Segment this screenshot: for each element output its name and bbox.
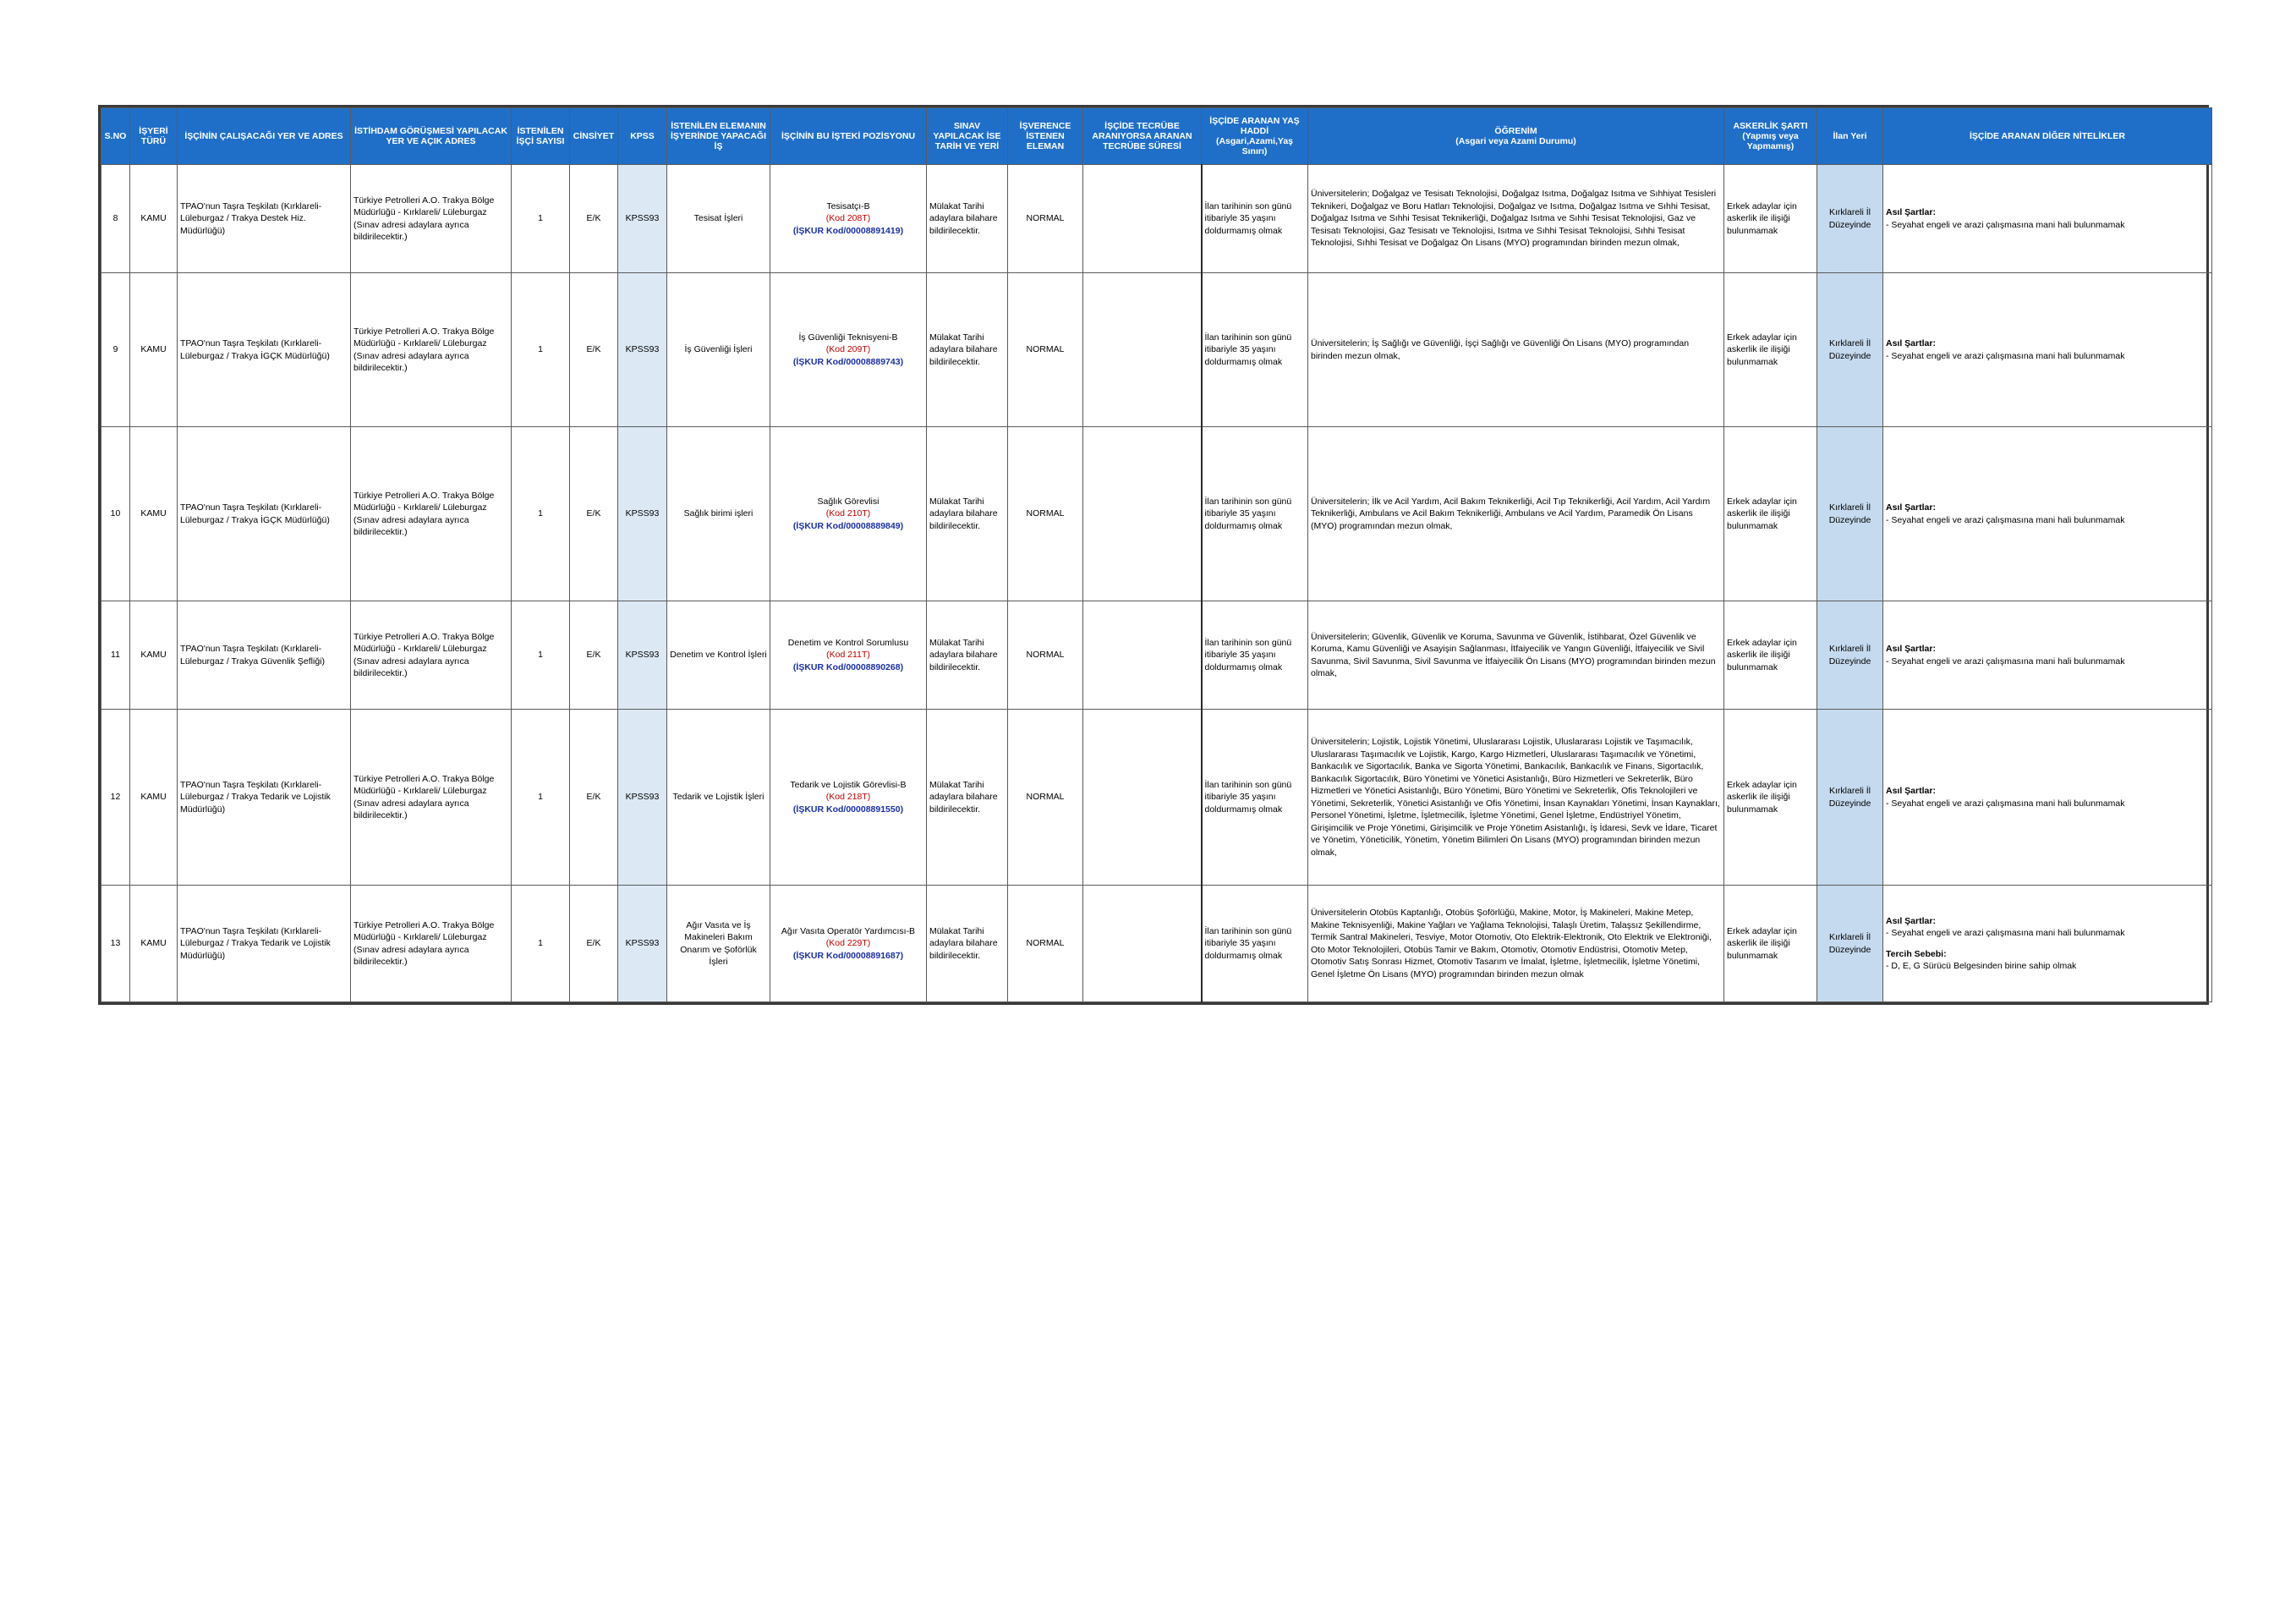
header-yas-haddi (1202, 108, 1308, 165)
header-yapacagi-is: İSTENİLEN ELEMANIN İŞYERİNDE YAPACAĞI İŞ (667, 108, 770, 165)
header-calisacagi-yer: İŞÇİNİN ÇALIŞACAĞI YER VE ADRES (178, 108, 351, 165)
cell-istihdam-adresi: Türkiye Petrolleri A.O. Trakya Bölge Müdürlüğü - Kırklareli/ Lüleburgaz (Sınav adresi adaylara ayrıca bildirilecektir.) (351, 427, 512, 601)
cell-ogrenim: Üniversitelerin; Doğalgaz ve Tesisatı Teknolojisi, Doğalgaz Isıtma, Doğalgaz Isıtma ve Sıhhiyat Tesisleri Teknikeri, Doğalgaz ve Boru Hatları Teknolojisi, Doğalgaz ve Isıtma, Doğalgaz Isıtma ve Sıhhi Tesisat, Doğalgaz Isıtma ve Sıhhi Tesisat Teknikerliği, Doğalgaz Isıtma ve Sıhhi Tesisat Teknolojisi, Gaz ve Tesisatı Teknolojisi, Gaz Tesisatı ve Teknolojisi, Isıtma ve Sıhhi Tesisat Teknolojisi, Sıhhi Tesisat Teknolojisi, Sıhhi Tesisat ve Doğalgaz Ön Lisans (MYO) programından birinden mezun olmak, (1308, 165, 1724, 273)
pozisyon-title: İş Güvenliği Teknisyeni-B (798, 332, 898, 343)
cell-ogrenim: Üniversitelerin; Lojistik, Lojistik Yönetimi, Uluslararası Lojistik, Uluslararası Lojistik ve Taşımacılık, Uluslararası Taşımacılık ve Lojistik, Kargo, Kargo Hizmetleri, Uluslararası Taşımacılık ve Yönetimi, Bankacılık ve Sigortacılık, Banka ve Sigorta Yönetimi, Bankacılık, Bankacılık ve Finans, Sigortacılık, Bankacılık Sigortacılık, Büro Yönetimi ve Yönetici Asistanlığı, Büro Hizmetleri ve Sekreterlik, Büro Hizmetleri ve Yönetici Asistanlığı, Büro Yönetimi, Büro Yönetimi ve Sekreterlik, Ofis Teknolojileri ve Yönetimi, Sekreterlik, Yönetici Asistanlığı ve Ofis Yönetimi, İnsan Kaynakları Yönetimi, İnsan Kaynakları, Personel Yönetimi, İşletme, İşletmecilik, İşletme Yönetimi, Genel İşletme, Endüstriyel Yönetim, Girişimcilik ve Proje Yönetimi, Girişimcilik ve Proje Yönetim Asistanlığı, İş İdaresi, Sevk ve İdare, Ticaret ve Yönetim, Yöneticilik, Yönetim, Yönetim Bilimleri Ön Lisans (MYO) programından birinden mezun olmak, (1308, 710, 1724, 886)
cell-ilan-yeri: Kırklareli İl Düzeyinde (1817, 710, 1883, 886)
cell-askerlik: Erkek adaylar için askerlik ile ilişiği bulunmamak (1724, 273, 1817, 427)
cell-ogrenim: Üniversitelerin; Güvenlik, Güvenlik ve Koruma, Savunma ve Güvenlik, İstihbarat, Özel Güvenlik ve Koruma, Kamu Güvenliği ve Asayişin Sağlanması, İtfaiyecilik ve Yangın Güvenliği, İtfaiyecilik ve Sivil Savunma, Sivil Savunma, Sivil Savunma ve İtfaiyecilik Ön Lisans (MYO) programından birinden mezun olmak, (1308, 601, 1724, 710)
cell-isyeri-turu: KAMU (130, 886, 178, 1002)
asil-sartlar-label: Asıl Şartlar: (1886, 644, 1936, 654)
cell-sinav: Mülakat Tarihi adaylara bilahare bildirilecektir. (927, 427, 1008, 601)
header-ilan-yeri: İlan Yeri (1817, 108, 1883, 165)
cell-tecrube (1083, 601, 1202, 710)
header-sno: S.NO (101, 108, 130, 165)
cell-ilan-yeri: Kırklareli İl Düzeyinde (1817, 601, 1883, 710)
pozisyon-kod: (Kod 229T) (825, 938, 871, 949)
asil-sartlar-text: - Seyahat engeli ve arazi çalışmasına mani hali bulunmamak (1886, 514, 2125, 525)
cell-diger-nitelikler (1883, 165, 2212, 273)
pozisyon-iskur-kod: (İŞKUR Kod/00008890268) (792, 661, 904, 672)
cell-yas-haddi: İlan tarihinin son günü itibariyle 35 yaşını doldurmamış olmak (1202, 601, 1308, 710)
header-isyeri-turu: İŞYERİ TÜRÜ (130, 108, 178, 165)
cell-tecrube (1083, 427, 1202, 601)
cell-calisacagi-yer: TPAO'nun Taşra Teşkilatı (Kırklareli-Lüleburgaz / Trakya İGÇK Müdürlüğü) (178, 273, 351, 427)
cell-yapacagi-is: Tesisat İşleri (667, 165, 770, 273)
cell-isverence-istenen: NORMAL (1008, 427, 1083, 601)
cell-ilan-yeri: Kırklareli İl Düzeyinde (1817, 427, 1883, 601)
asil-sartlar-label: Asıl Şartlar: (1886, 338, 1936, 348)
table-row (101, 710, 2212, 886)
header-kpss: KPSS (618, 108, 667, 165)
cell-diger-nitelikler (1883, 601, 2212, 710)
pozisyon-title: Sağlık Görevlisi (817, 496, 879, 507)
header-istihdam-gorusmesi: İSTİHDAM GÖRÜŞMESİ YAPILACAK YER VE AÇIK ADRES (351, 108, 512, 165)
cell-askerlik: Erkek adaylar için askerlik ile ilişiği bulunmamak (1724, 886, 1817, 1002)
cell-isverence-istenen: NORMAL (1008, 273, 1083, 427)
cell-sinav: Mülakat Tarihi adaylara bilahare bildirilecektir. (927, 886, 1008, 1002)
header-askerlik (1724, 108, 1817, 165)
header-askerlik-title: ASKERLİK ŞARTI (1733, 121, 1808, 131)
pozisyon-iskur-kod: (İŞKUR Kod/00008889743) (792, 356, 904, 367)
cell-ilan-yeri: Kırklareli İl Düzeyinde (1817, 273, 1883, 427)
cell-isci-sayisi: 1 (512, 601, 570, 710)
cell-cinsiyet: E/K (570, 273, 618, 427)
cell-sinav: Mülakat Tarihi adaylara bilahare bildirilecektir. (927, 273, 1008, 427)
cell-calisacagi-yer: TPAO'nun Taşra Teşkilatı (Kırklareli-Lüleburgaz / Trakya Tedarik ve Lojistik Müdürlüğü) (178, 710, 351, 886)
header-cinsiyet: CİNSİYET (570, 108, 618, 165)
table-row (101, 165, 2212, 273)
cell-istihdam-adresi: Türkiye Petrolleri A.O. Trakya Bölge Müdürlüğü - Kırklareli/ Lüleburgaz (Sınav adresi adaylara ayrıca bildirilecektir.) (351, 601, 512, 710)
pozisyon-kod: (Kod 210T) (825, 508, 871, 519)
cell-pozisyon (770, 427, 927, 601)
pozisyon-iskur-kod: (İŞKUR Kod/00008891550) (792, 804, 904, 815)
cell-diger-nitelikler (1883, 273, 2212, 427)
cell-pozisyon (770, 165, 927, 273)
cell-pozisyon (770, 601, 927, 710)
cell-istihdam-adresi: Türkiye Petrolleri A.O. Trakya Bölge Müdürlüğü - Kırklareli/ Lüleburgaz (Sınav adresi adaylara ayrıca bildirilecektir.) (351, 710, 512, 886)
cell-diger-nitelikler (1883, 886, 2212, 1002)
cell-yas-haddi: İlan tarihinin son günü itibariyle 35 yaşını doldurmamış olmak (1202, 427, 1308, 601)
cell-yas-haddi: İlan tarihinin son günü itibariyle 35 yaşını doldurmamış olmak (1202, 165, 1308, 273)
cell-tecrube (1083, 710, 1202, 886)
cell-isyeri-turu: KAMU (130, 427, 178, 601)
cell-kpss: KPSS93 (618, 427, 667, 601)
header-ogrenim-sub: (Asgari veya Azami Durumu) (1455, 136, 1576, 146)
pozisyon-title: Tesisatçı-B (826, 200, 870, 211)
cell-isci-sayisi: 1 (512, 710, 570, 886)
cell-yapacagi-is: Tedarik ve Lojistik İşleri (667, 710, 770, 886)
cell-isyeri-turu: KAMU (130, 601, 178, 710)
asil-sartlar-label: Asıl Şartlar: (1886, 786, 1936, 796)
cell-yapacagi-is: Ağır Vasıta ve İş Makineleri Bakım Onarım ve Şoförlük İşleri (667, 886, 770, 1002)
cell-yapacagi-is: Denetim ve Kontrol İşleri (667, 601, 770, 710)
cell-yas-haddi: İlan tarihinin son günü itibariyle 35 yaşını doldurmamış olmak (1202, 273, 1308, 427)
cell-isverence-istenen: NORMAL (1008, 601, 1083, 710)
cell-ilan-yeri: Kırklareli İl Düzeyinde (1817, 165, 1883, 273)
cell-sinav: Mülakat Tarihi adaylara bilahare bildirilecektir. (927, 710, 1008, 886)
asil-sartlar-text: - Seyahat engeli ve arazi çalışmasına mani hali bulunmamak (1886, 219, 2125, 230)
cell-isci-sayisi: 1 (512, 427, 570, 601)
cell-diger-nitelikler (1883, 710, 2212, 886)
asil-sartlar-label: Asıl Şartlar: (1886, 502, 1936, 513)
cell-ogrenim: Üniversitelerin; İlk ve Acil Yardım, Acil Bakım Teknikerliği, Acil Tıp Teknikerliği, Acil Yardım, Acil Yardım Teknikerliği, Ambulans ve Acil Bakım Teknikerliği, Ambulans ve Acil Yardım, Paramedik Ön Lisans (MYO) programından mezun olmak, (1308, 427, 1724, 601)
tercih-sebebi-text: - D, E, G Sürücü Belgesinden birine sahip olmak (1886, 961, 2077, 971)
header-ogrenim-title: ÖĞRENİM (1494, 126, 1537, 136)
asil-sartlar-text: - Seyahat engeli ve arazi çalışmasına mani hali bulunmamak (1886, 798, 2125, 809)
pozisyon-title: Tedarik ve Lojistik Görevlisi-B (790, 779, 907, 790)
cell-cinsiyet: E/K (570, 427, 618, 601)
cell-ogrenim: Üniversitelerin; İş Sağlığı ve Güvenliği, İşçi Sağlığı ve Güvenliği Ön Lisans (MYO) programından birinden mezun olmak, (1308, 273, 1724, 427)
asil-sartlar-text: - Seyahat engeli ve arazi çalışmasına mani hali bulunmamak (1886, 928, 2125, 938)
cell-isci-sayisi: 1 (512, 165, 570, 273)
header-isci-sayisi: İSTENİLEN İŞÇİ SAYISI (512, 108, 570, 165)
cell-isverence-istenen: NORMAL (1008, 886, 1083, 1002)
cell-sno: 9 (101, 273, 130, 427)
pozisyon-iskur-kod: (İŞKUR Kod/00008891419) (792, 225, 904, 236)
header-yas-haddi-title: İŞÇİDE ARANAN YAŞ HADDİ (1209, 116, 1300, 136)
table-row (101, 601, 2212, 710)
cell-isyeri-turu: KAMU (130, 710, 178, 886)
cell-istihdam-adresi: Türkiye Petrolleri A.O. Trakya Bölge Müdürlüğü - Kırklareli/ Lüleburgaz (Sınav adresi adaylara ayrıca bildirilecektir.) (351, 165, 512, 273)
table-row (101, 273, 2212, 427)
cell-sinav: Mülakat Tarihi adaylara bilahare bildirilecektir. (927, 601, 1008, 710)
cell-sno: 10 (101, 427, 130, 601)
cell-tecrube (1083, 165, 1202, 273)
job-table (101, 107, 2212, 1002)
cell-ogrenim: Üniversitelerin Otobüs Kaptanlığı, Otobüs Şoförlüğü, Makine, Motor, İş Makineleri, Makine Metep, Makine Teknisyenliği, Makine Yağları ve Yağlama Teknolojisi, Talaşlı Üretim, Talaşsız Şekillendirme, Termik Santral Makineleri, Tesviye, Motor Otomotiv, Oto Elektrik-Elektronik, Oto Elektrik ve Elektroniği, Oto Motor Teknolojileri, Otobüs Tamir ve Bakım, Otomotiv, Otomotiv Endüstrisi, Otomotiv Metep, Otomotiv Satış Sonrası Hizmet, Otomotiv Tasarım ve İmalat, İşletme, İşletmecilik, İşletme Yönetimi, Genel İşletme Ön Lisans (MYO) programından birinden mezun olmak (1308, 886, 1724, 1002)
cell-isverence-istenen: NORMAL (1008, 165, 1083, 273)
cell-cinsiyet: E/K (570, 710, 618, 886)
cell-askerlik: Erkek adaylar için askerlik ile ilişiği bulunmamak (1724, 710, 1817, 886)
cell-kpss: KPSS93 (618, 601, 667, 710)
cell-calisacagi-yer: TPAO'nun Taşra Teşkilatı (Kırklareli-Lüleburgaz / Trakya Tedarik ve Lojistik Müdürlüğü) (178, 886, 351, 1002)
cell-askerlik: Erkek adaylar için askerlik ile ilişiği bulunmamak (1724, 165, 1817, 273)
cell-yas-haddi: İlan tarihinin son günü itibariyle 35 yaşını doldurmamış olmak (1202, 886, 1308, 1002)
header-isverence-istenen: İŞVERENCE İSTENEN ELEMAN (1008, 108, 1083, 165)
cell-cinsiyet: E/K (570, 601, 618, 710)
cell-diger-nitelikler (1883, 427, 2212, 601)
cell-sinav: Mülakat Tarihi adaylara bilahare bildirilecektir. (927, 165, 1008, 273)
job-listing-table (98, 105, 2209, 1005)
header-pozisyon: İŞÇİNİN BU İŞTEKİ POZİSYONU (770, 108, 927, 165)
asil-sartlar-label: Asıl Şartlar: (1886, 915, 1936, 926)
header-ogrenim (1308, 108, 1724, 165)
pozisyon-title: Ağır Vasıta Operatör Yardımcısı-B (781, 925, 916, 936)
cell-calisacagi-yer: TPAO'nun Taşra Teşkilatı (Kırklareli-Lüleburgaz / Trakya Destek Hiz. Müdürlüğü) (178, 165, 351, 273)
pozisyon-kod: (Kod 208T) (825, 213, 871, 224)
cell-istihdam-adresi: Türkiye Petrolleri A.O. Trakya Bölge Müdürlüğü - Kırklareli/ Lüleburgaz (Sınav adresi adaylara ayrıca bildirilecektir.) (351, 273, 512, 427)
cell-pozisyon (770, 273, 927, 427)
pozisyon-iskur-kod: (İŞKUR Kod/00008889849) (792, 520, 904, 531)
cell-isyeri-turu: KAMU (130, 165, 178, 273)
cell-sno: 12 (101, 710, 130, 886)
cell-isci-sayisi: 1 (512, 886, 570, 1002)
table-row (101, 886, 2212, 1002)
cell-kpss: KPSS93 (618, 710, 667, 886)
cell-yas-haddi: İlan tarihinin son günü itibariyle 35 yaşını doldurmamış olmak (1202, 710, 1308, 886)
header-yas-haddi-sub: (Asgari,Azami,Yaş Sınırı) (1215, 136, 1294, 156)
cell-istihdam-adresi: Türkiye Petrolleri A.O. Trakya Bölge Müdürlüğü - Kırklareli/ Lüleburgaz (Sınav adresi adaylara ayrıca bildirilecektir.) (351, 886, 512, 1002)
cell-isci-sayisi: 1 (512, 273, 570, 427)
cell-askerlik: Erkek adaylar için askerlik ile ilişiği bulunmamak (1724, 427, 1817, 601)
cell-askerlik: Erkek adaylar için askerlik ile ilişiği bulunmamak (1724, 601, 1817, 710)
cell-calisacagi-yer: TPAO'nun Taşra Teşkilatı (Kırklareli-Lüleburgaz / Trakya Güvenlik Şefliği) (178, 601, 351, 710)
header-sinav: SINAV YAPILACAK İSE TARİH VE YERİ (927, 108, 1008, 165)
cell-tecrube (1083, 886, 1202, 1002)
table-row (101, 427, 2212, 601)
tercih-sebebi-label: Tercih Sebebi: (1886, 948, 1947, 959)
asil-sartlar-text: - Seyahat engeli ve arazi çalışmasına mani hali bulunmamak (1886, 656, 2125, 667)
cell-kpss: KPSS93 (618, 165, 667, 273)
cell-kpss: KPSS93 (618, 886, 667, 1002)
cell-yapacagi-is: Sağlık birimi işleri (667, 427, 770, 601)
cell-isyeri-turu: KAMU (130, 273, 178, 427)
header-diger-nitelikler: İŞÇİDE ARANAN DİĞER NİTELİKLER (1883, 108, 2212, 165)
cell-kpss: KPSS93 (618, 273, 667, 427)
pozisyon-kod: (Kod 209T) (825, 344, 871, 355)
asil-sartlar-label: Asıl Şartlar: (1886, 207, 1936, 217)
asil-sartlar-text: - Seyahat engeli ve arazi çalışmasına mani hali bulunmamak (1886, 350, 2125, 361)
cell-sno: 8 (101, 165, 130, 273)
header-row (101, 108, 2212, 165)
header-askerlik-sub: (Yapmış veya Yapmamış) (1742, 131, 1799, 151)
cell-pozisyon (770, 886, 927, 1002)
header-tecrube: İŞÇİDE TECRÜBE ARANIYORSA ARANAN TECRÜBE SÜRESİ (1083, 108, 1202, 165)
pozisyon-title: Denetim ve Kontrol Sorumlusu (787, 637, 909, 648)
cell-ilan-yeri: Kırklareli İl Düzeyinde (1817, 886, 1883, 1002)
cell-cinsiyet: E/K (570, 165, 618, 273)
cell-pozisyon (770, 710, 927, 886)
pozisyon-kod: (Kod 218T) (825, 792, 871, 803)
cell-cinsiyet: E/K (570, 886, 618, 1002)
cell-isverence-istenen: NORMAL (1008, 710, 1083, 886)
pozisyon-iskur-kod: (İŞKUR Kod/00008891687) (792, 950, 904, 961)
cell-calisacagi-yer: TPAO'nun Taşra Teşkilatı (Kırklareli-Lüleburgaz / Trakya İGÇK Müdürlüğü) (178, 427, 351, 601)
table-body (101, 165, 2212, 1002)
cell-sno: 11 (101, 601, 130, 710)
pozisyon-kod: (Kod 211T) (826, 650, 870, 661)
cell-tecrube (1083, 273, 1202, 427)
cell-yapacagi-is: İş Güvenliği İşleri (667, 273, 770, 427)
cell-sno: 13 (101, 886, 130, 1002)
